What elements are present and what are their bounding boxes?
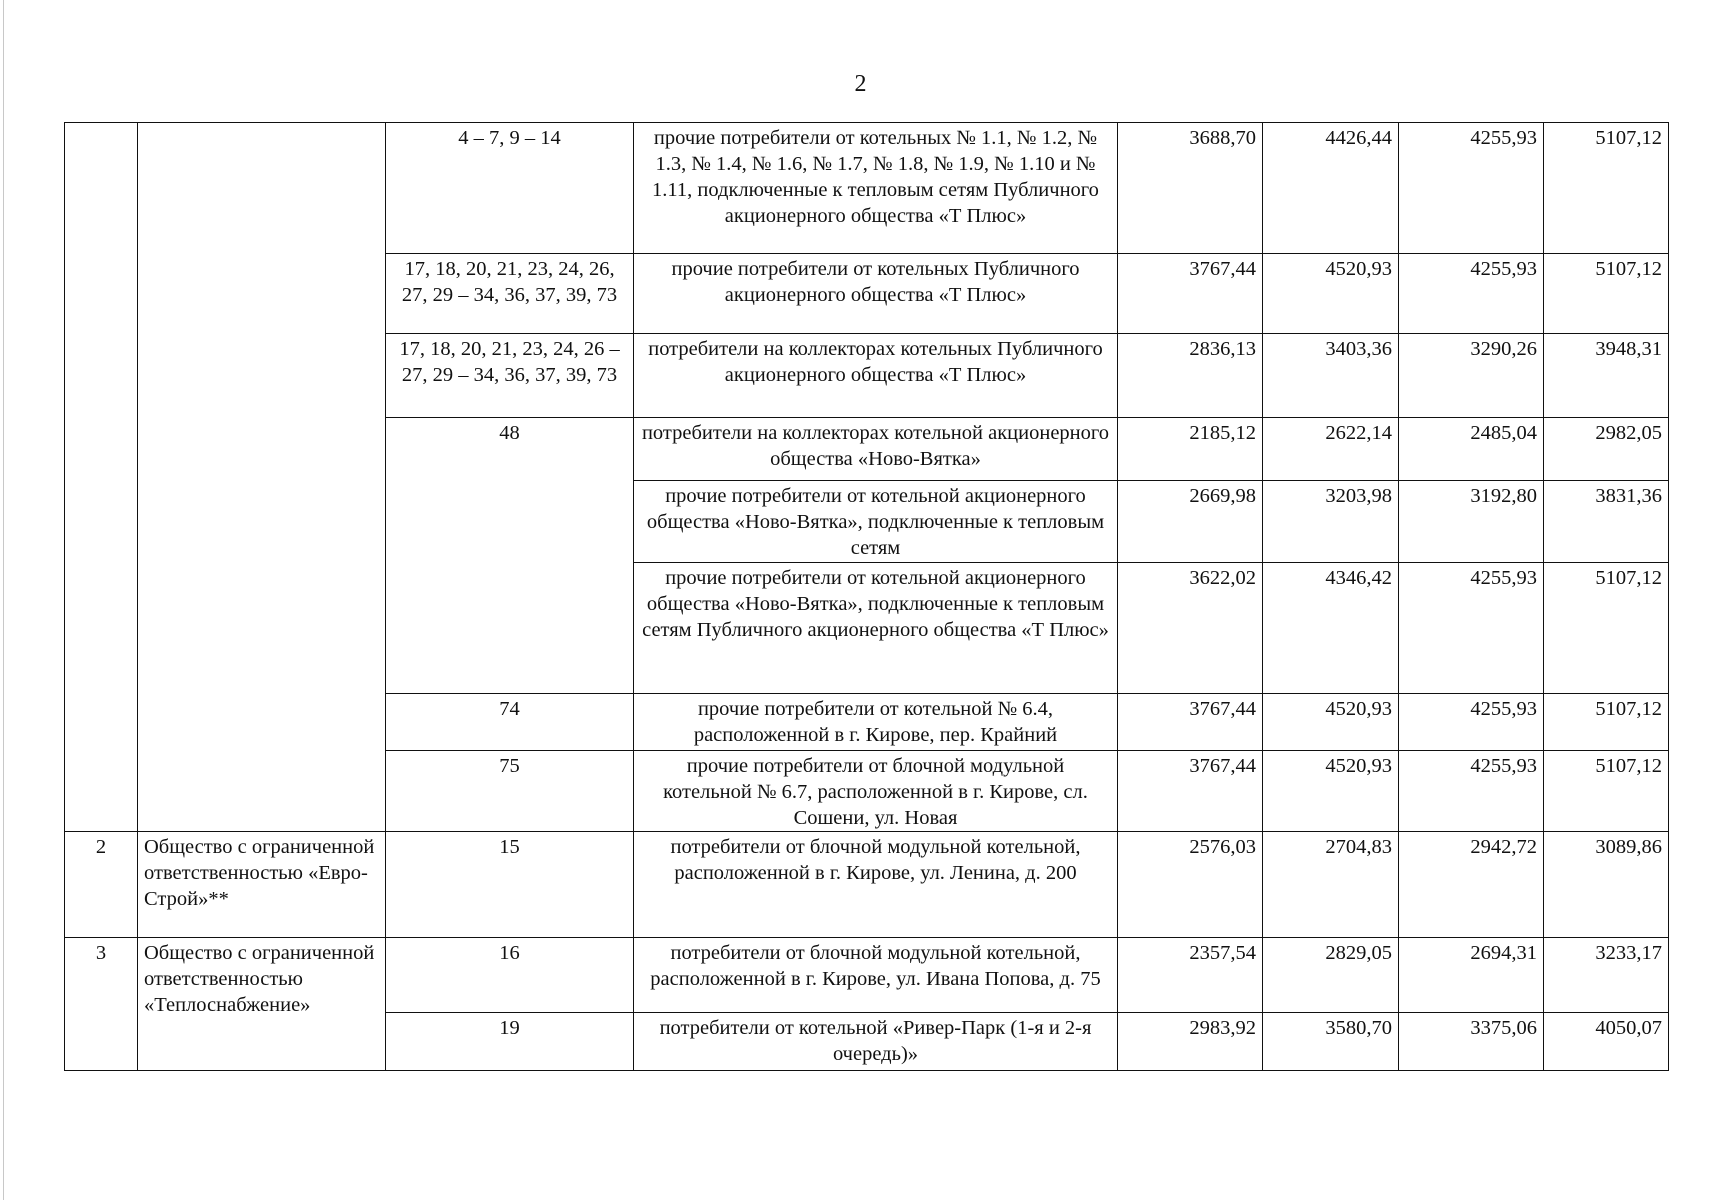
tariff-value-cell: 4346,42 xyxy=(1263,563,1399,694)
tariff-value-cell: 4426,44 xyxy=(1263,123,1399,254)
scan-edge-line xyxy=(3,0,4,1200)
tariff-value-cell: 4255,93 xyxy=(1399,563,1544,694)
system-number-cell: 48 xyxy=(386,418,634,694)
consumer-description-cell: потребители от котельной «Ривер-Парк (1-я и 2-я очередь)» xyxy=(634,1013,1118,1071)
tariff-value-cell: 2622,14 xyxy=(1263,418,1399,481)
tariff-value-cell: 2836,13 xyxy=(1118,334,1263,418)
consumer-description-cell: потребители на коллекторах котельной акционерного общества «Ново-Вятка» xyxy=(634,418,1118,481)
tariff-table xyxy=(64,122,1669,1071)
consumer-description-cell: прочие потребители от котельных № 1.1, № 1.2, № 1.3, № 1.4, № 1.6, № 1.7, № 1.8, № 1.9, № 1.10 и № 1.11, подключенные к тепловым сетям Публичного акционерного общества «Т Плюс» xyxy=(634,123,1118,254)
tariff-value-cell: 3203,98 xyxy=(1263,481,1399,563)
tariff-value-cell: 3622,02 xyxy=(1118,563,1263,694)
tariff-value-cell: 5107,12 xyxy=(1544,123,1669,254)
consumer-description-cell: прочие потребители от котельной акционерного общества «Ново-Вятка», подключенные к тепловым сетям xyxy=(634,481,1118,563)
tariff-value-cell: 3767,44 xyxy=(1118,254,1263,334)
tariff-value-cell: 2485,04 xyxy=(1399,418,1544,481)
table-row xyxy=(65,832,1669,938)
tariff-value-cell: 2982,05 xyxy=(1544,418,1669,481)
tariff-value-cell: 2669,98 xyxy=(1118,481,1263,563)
tariff-value-cell: 2829,05 xyxy=(1263,938,1399,1013)
tariff-value-cell: 3089,86 xyxy=(1544,832,1669,938)
tariff-value-cell: 3831,36 xyxy=(1544,481,1669,563)
tariff-value-cell: 3767,44 xyxy=(1118,694,1263,751)
tariff-value-cell: 3403,36 xyxy=(1263,334,1399,418)
tariff-value-cell: 4520,93 xyxy=(1263,694,1399,751)
tariff-value-cell: 3290,26 xyxy=(1399,334,1544,418)
system-number-cell: 17, 18, 20, 21, 23, 24, 26 – 27, 29 – 34, 36, 37, 39, 73 xyxy=(386,334,634,418)
row-number-cell: 2 xyxy=(65,832,138,938)
row-number-cell: 3 xyxy=(65,938,138,1071)
system-number-cell: 19 xyxy=(386,1013,634,1071)
organization-cell: Общество с ограниченной ответственностью «Теплоснабжение» xyxy=(138,938,386,1071)
consumer-description-cell: потребители от блочной модульной котельной, расположенной в г. Кирове, ул. Ленина, д. 200 xyxy=(634,832,1118,938)
consumer-description-cell: прочие потребители от котельной акционерного общества «Ново-Вятка», подключенные к тепловым сетям Публичного акционерного общества «Т Плюс» xyxy=(634,563,1118,694)
tariff-value-cell: 5107,12 xyxy=(1544,751,1669,832)
system-number-cell: 74 xyxy=(386,694,634,751)
tariff-value-cell: 4520,93 xyxy=(1263,751,1399,832)
tariff-value-cell: 5107,12 xyxy=(1544,563,1669,694)
tariff-value-cell: 3688,70 xyxy=(1118,123,1263,254)
system-number-cell: 16 xyxy=(386,938,634,1013)
system-number-cell: 4 – 7, 9 – 14 xyxy=(386,123,634,254)
tariff-value-cell: 4255,93 xyxy=(1399,694,1544,751)
tariff-value-cell: 3233,17 xyxy=(1544,938,1669,1013)
tariff-value-cell: 3767,44 xyxy=(1118,751,1263,832)
consumer-description-cell: потребители на коллекторах котельных Публичного акционерного общества «Т Плюс» xyxy=(634,334,1118,418)
tariff-value-cell: 4255,93 xyxy=(1399,123,1544,254)
consumer-description-cell: прочие потребители от котельной № 6.4, расположенной в г. Кирове, пер. Крайний xyxy=(634,694,1118,751)
system-number-cell: 15 xyxy=(386,832,634,938)
consumer-description-cell: прочие потребители от котельных Публичного акционерного общества «Т Плюс» xyxy=(634,254,1118,334)
system-number-cell: 17, 18, 20, 21, 23, 24, 26, 27, 29 – 34, 36, 37, 39, 73 xyxy=(386,254,634,334)
row-number-cell xyxy=(65,123,138,832)
tariff-value-cell: 2576,03 xyxy=(1118,832,1263,938)
table-row xyxy=(65,938,1669,1013)
tariff-value-cell: 5107,12 xyxy=(1544,694,1669,751)
tariff-value-cell: 4255,93 xyxy=(1399,254,1544,334)
tariff-value-cell: 2694,31 xyxy=(1399,938,1544,1013)
tariff-value-cell: 3192,80 xyxy=(1399,481,1544,563)
tariff-value-cell: 3580,70 xyxy=(1263,1013,1399,1071)
organization-cell xyxy=(138,123,386,832)
page-number: 2 xyxy=(854,71,867,97)
tariff-value-cell: 2185,12 xyxy=(1118,418,1263,481)
tariff-value-cell: 2942,72 xyxy=(1399,832,1544,938)
consumer-description-cell: прочие потребители от блочной модульной котельной № 6.7, расположенной в г. Кирове, сл. Сошени, ул. Новая xyxy=(634,751,1118,832)
tariff-value-cell: 3948,31 xyxy=(1544,334,1669,418)
consumer-description-cell: потребители от блочной модульной котельной, расположенной в г. Кирове, ул. Ивана Попова, д. 75 xyxy=(634,938,1118,1013)
table-row xyxy=(65,123,1669,254)
tariff-value-cell: 4050,07 xyxy=(1544,1013,1669,1071)
tariff-value-cell: 4255,93 xyxy=(1399,751,1544,832)
tariff-value-cell: 2704,83 xyxy=(1263,832,1399,938)
tariff-value-cell: 5107,12 xyxy=(1544,254,1669,334)
organization-cell: Общество с ограниченной ответственностью «Евро-Строй»** xyxy=(138,832,386,938)
tariff-value-cell: 2983,92 xyxy=(1118,1013,1263,1071)
tariff-value-cell: 4520,93 xyxy=(1263,254,1399,334)
tariff-value-cell: 2357,54 xyxy=(1118,938,1263,1013)
system-number-cell: 75 xyxy=(386,751,634,832)
tariff-value-cell: 3375,06 xyxy=(1399,1013,1544,1071)
